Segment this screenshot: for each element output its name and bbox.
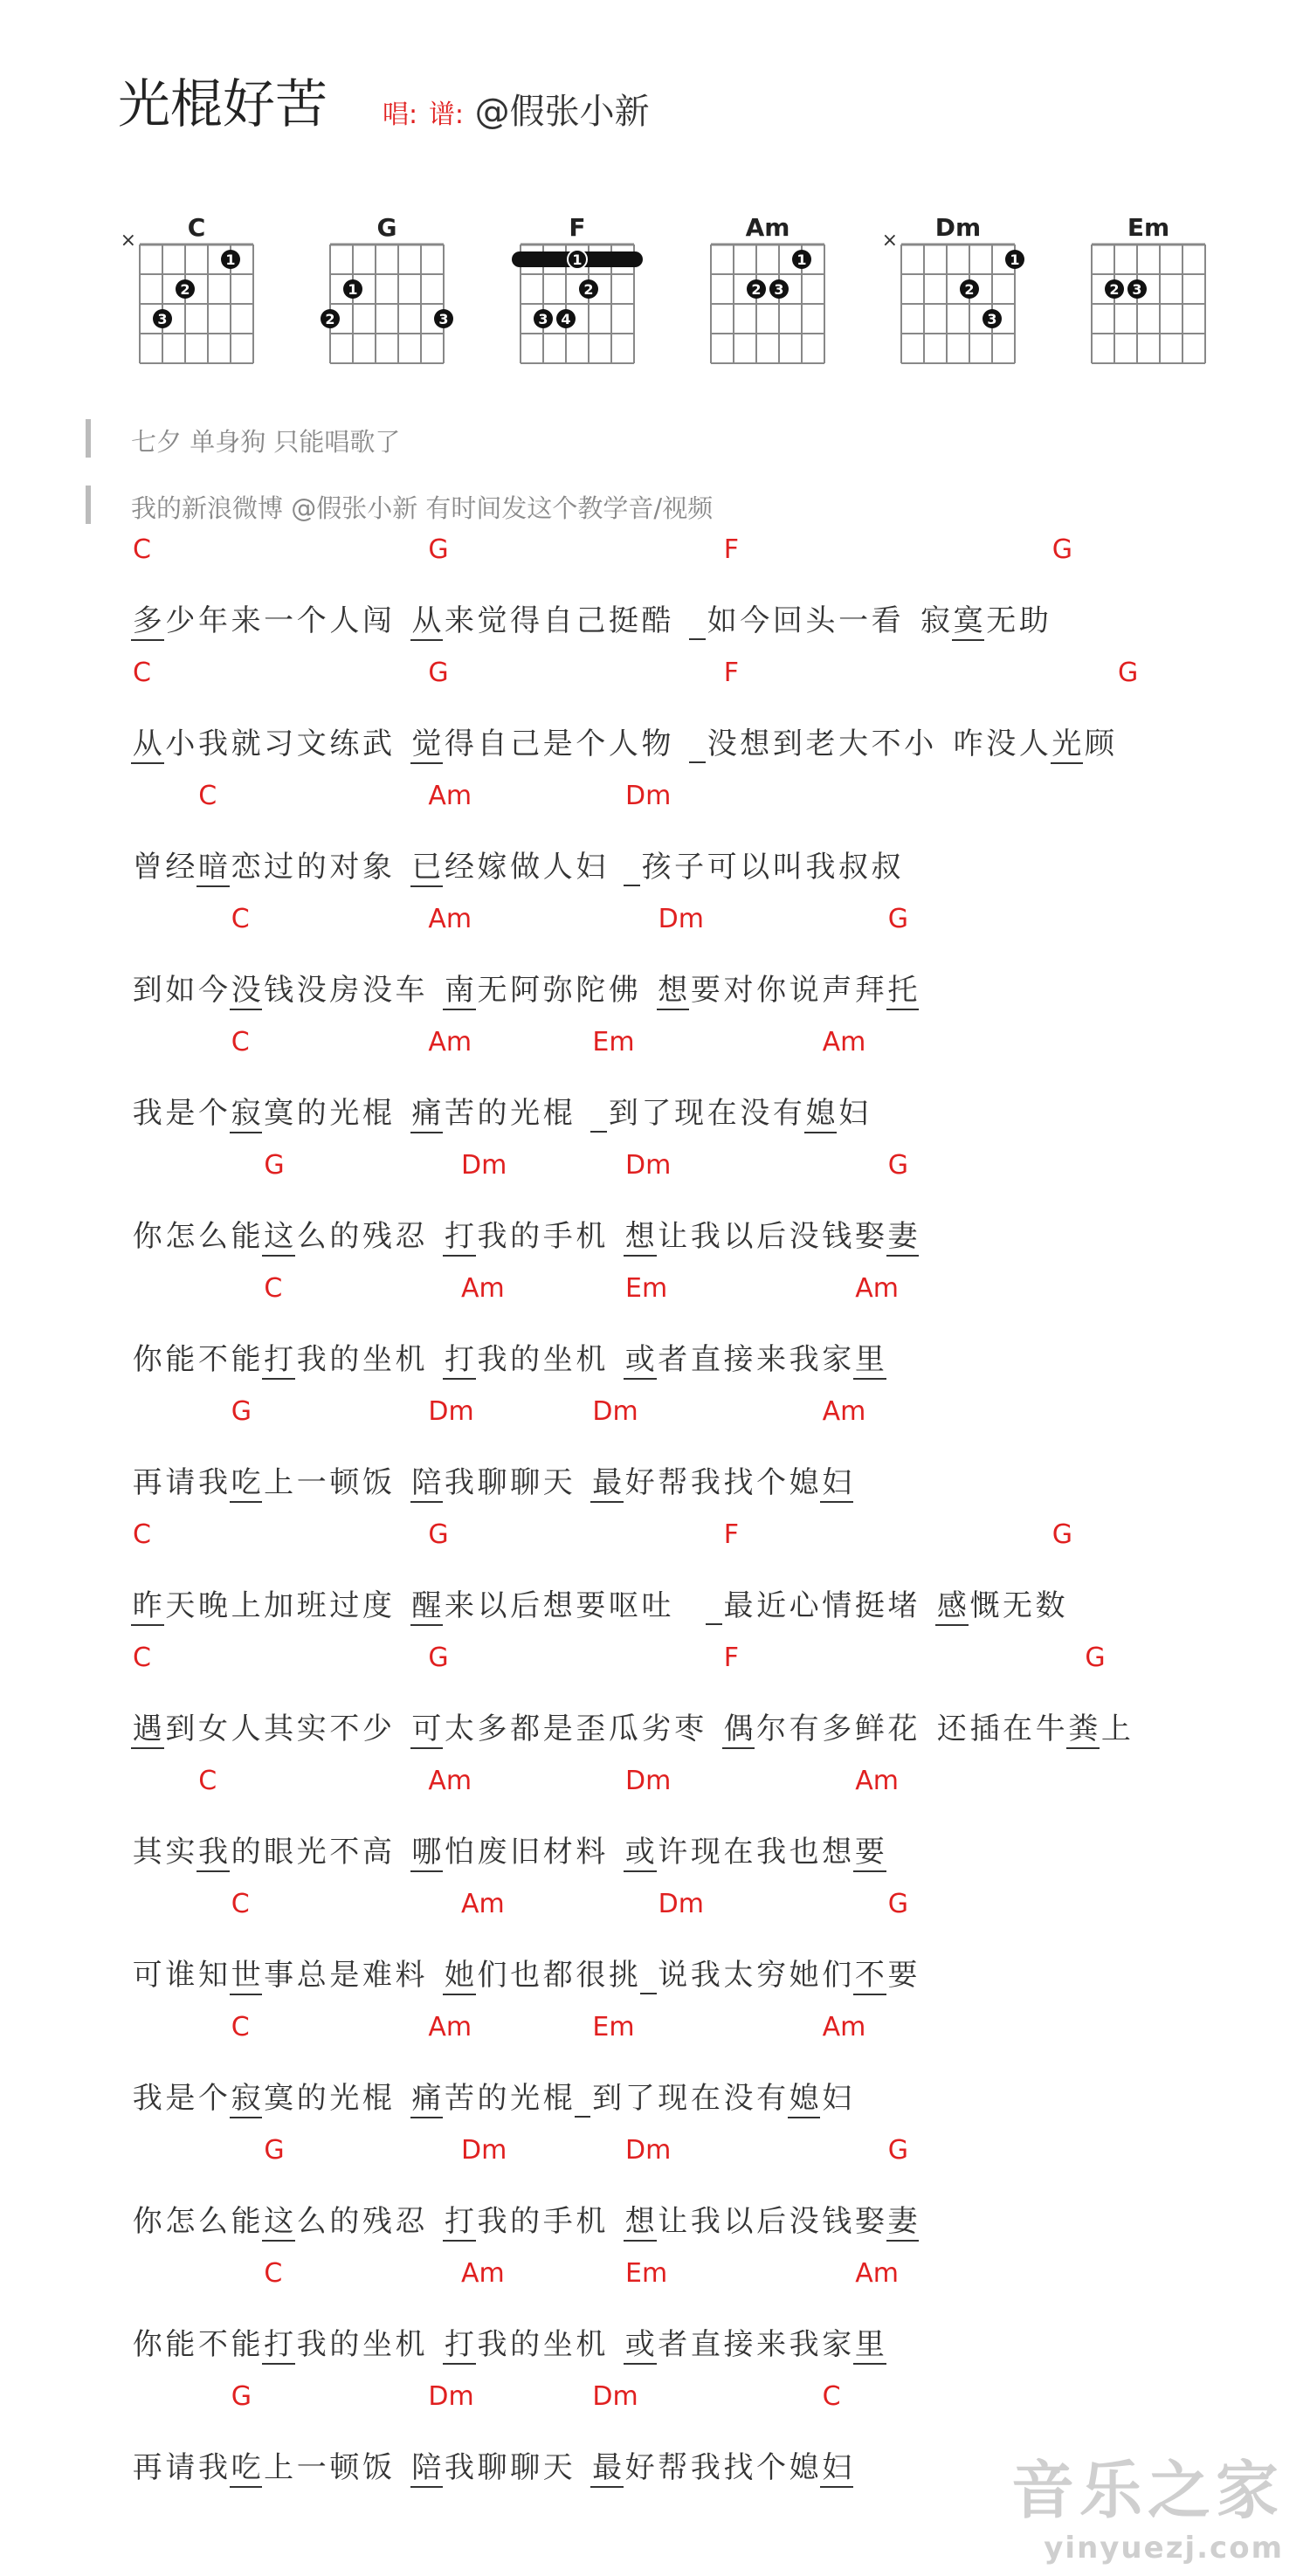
muted-string-mark: × xyxy=(881,230,898,251)
chord-label: C xyxy=(264,2258,283,2289)
svg-text:1: 1 xyxy=(225,251,236,268)
lyric-text: 你 怎 么 能 这 么 的 残 忍 打 我 的 手 机 想 让 我 以 后 没 钱 娶 妻 xyxy=(131,1212,919,1257)
chord-label: Am xyxy=(428,1766,472,1796)
chord-name: Dm xyxy=(934,213,982,242)
chord-label: Em xyxy=(625,2258,668,2289)
chord-label: Am xyxy=(428,1027,472,1057)
page-title: 光棍好苦 xyxy=(118,74,328,135)
chord-name: Em xyxy=(1127,213,1170,242)
svg-text:1: 1 xyxy=(1010,251,1020,268)
lyric-line xyxy=(131,1889,1266,2012)
muted-string-mark: × xyxy=(120,230,136,251)
chord-diagram-dm xyxy=(866,210,1041,375)
svg-text:2: 2 xyxy=(583,281,594,298)
chord-label: G xyxy=(1085,1643,1106,1673)
lyric-text: 我 是 个 寂 寞 的 光 棍 痛 苦 的 光 棍 到 了 现 在 没 有 媳 妇 xyxy=(131,1089,870,1133)
credits xyxy=(383,84,650,134)
chord-label: Am xyxy=(822,1396,866,1427)
chord-label: C xyxy=(231,2012,250,2042)
lyric-line xyxy=(131,1766,1266,1889)
chord-label: G xyxy=(1051,534,1073,565)
svg-text:3: 3 xyxy=(1132,281,1142,298)
svg-text:2: 2 xyxy=(964,281,975,298)
chord-label: C xyxy=(133,534,151,565)
chord-label: Am xyxy=(855,1273,899,1304)
chord-label: Dm xyxy=(625,1150,672,1181)
chord-label: G xyxy=(1118,658,1139,688)
watermark-logo: 音乐之家 xyxy=(1010,2454,1284,2527)
chord-row xyxy=(131,1396,1266,1431)
chord-label: C xyxy=(822,2381,841,2412)
chord-label: Am xyxy=(461,1889,505,1919)
chord-label: Dm xyxy=(592,1396,638,1427)
chord-label: G xyxy=(887,1150,909,1181)
lyric-line xyxy=(131,1027,1266,1150)
chord-row xyxy=(131,2381,1266,2416)
chord-label: Dm xyxy=(592,2381,638,2412)
chord-name: G xyxy=(376,213,397,242)
svg-text:3: 3 xyxy=(774,281,784,298)
chord-diagram-c xyxy=(105,210,279,375)
chord-label: Am xyxy=(822,1027,866,1057)
svg-text:3: 3 xyxy=(987,311,997,327)
lyric-line xyxy=(131,534,1266,658)
author-link[interactable]: @假张小新 xyxy=(474,92,650,132)
chord-label: F xyxy=(723,534,740,565)
chord-label: G xyxy=(231,2381,252,2412)
chord-label: Em xyxy=(592,2012,635,2042)
chord-label: Dm xyxy=(461,2135,507,2166)
chord-row xyxy=(131,2012,1266,2047)
chord-label: Am xyxy=(855,1766,899,1796)
lyric-line xyxy=(131,2135,1266,2258)
lyric-text: 你 能 不 能 打 我 的 坐 机 打 我 的 坐 机 或 者 直 接 来 我 家 里 xyxy=(131,2320,886,2365)
svg-text:1: 1 xyxy=(572,251,583,268)
chord-label: G xyxy=(428,1643,449,1673)
lyrics-sheet xyxy=(131,534,1266,2504)
chord-label: Am xyxy=(461,1273,505,1304)
lyric-text: 你 能 不 能 打 我 的 坐 机 打 我 的 坐 机 或 者 直 接 来 我 家 里 xyxy=(131,1335,886,1380)
lyric-text: 多 少 年 来 一 个 人 闯 从 来 觉 得 自 己 挺 酷 如 今 回 头 一 看 寂 寞 无 助 xyxy=(131,596,1051,641)
chord-label: Am xyxy=(822,2012,866,2042)
lyric-text: 其 实 我 的 眼 光 不 高 哪 怕 废 旧 材 料 或 许 现 在 我 也 想 要 xyxy=(131,1828,886,1872)
lyric-line xyxy=(131,781,1266,904)
svg-text:2: 2 xyxy=(180,281,190,298)
lyric-line xyxy=(131,1643,1266,1766)
chord-label: G xyxy=(231,1396,252,1427)
chord-row xyxy=(131,534,1266,569)
chord-label: Dm xyxy=(625,1766,672,1796)
chord-label: C xyxy=(231,1027,250,1057)
chord-name: C xyxy=(187,213,206,242)
chord-row xyxy=(131,1027,1266,1062)
chord-label: C xyxy=(198,1766,217,1796)
chord-row xyxy=(131,2135,1266,2170)
chord-diagram-f xyxy=(486,210,660,375)
chord-diagrams xyxy=(105,210,1240,375)
svg-text:3: 3 xyxy=(157,311,168,327)
chord-label: Dm xyxy=(658,1889,704,1919)
chord-label: C xyxy=(133,658,151,688)
chord-label: G xyxy=(887,904,909,934)
chord-label: G xyxy=(887,2135,909,2166)
chord-label: Am xyxy=(855,2258,899,2289)
chord-label: C xyxy=(231,1889,250,1919)
lyric-line xyxy=(131,2012,1266,2135)
chord-label: Am xyxy=(428,781,472,811)
chord-row xyxy=(131,1519,1266,1554)
lyric-text: 我 是 个 寂 寞 的 光 棍 痛 苦 的 光 棍 到 了 现 在 没 有 媳 妇 xyxy=(131,2074,853,2118)
chord-row xyxy=(131,781,1266,816)
lyric-text: 从 小 我 就 习 文 练 武 觉 得 自 己 是 个 人 物 没 想 到 老 大 不 小 咋 没 人 光 顾 xyxy=(131,720,1116,764)
chord-label: G xyxy=(887,1889,909,1919)
chord-label: Am xyxy=(461,2258,505,2289)
chord-label: Am xyxy=(428,2012,472,2042)
lyric-line xyxy=(131,1150,1266,1273)
lyric-text: 到 如 今 没 钱 没 房 没 车 南 无 阿 弥 陀 佛 想 要 对 你 说 声 拜 托 xyxy=(131,966,919,1010)
chord-label: G xyxy=(428,658,449,688)
note-bar xyxy=(86,419,91,458)
chord-row xyxy=(131,2258,1266,2293)
chord-diagram-g xyxy=(295,210,470,375)
svg-text:4: 4 xyxy=(561,311,571,327)
chord-row xyxy=(131,1766,1266,1801)
chord-label: G xyxy=(264,1150,285,1181)
note-bar xyxy=(86,486,91,524)
svg-text:3: 3 xyxy=(438,311,449,327)
svg-text:2: 2 xyxy=(751,281,762,298)
chord-label: C xyxy=(264,1273,283,1304)
lyric-text: 再 请 我 吃 上 一 顿 饭 陪 我 聊 聊 天 最 好 帮 我 找 个 媳 妇 xyxy=(131,2443,853,2488)
lyric-line xyxy=(131,658,1266,781)
lyric-text: 可 谁 知 世 事 总 是 难 料 她 们 也 都 很 挑 说 我 太 穷 她 们 不 要 xyxy=(131,1951,919,1995)
watermark-url: yinyuezj.com xyxy=(1044,2531,1284,2566)
lyric-text: 遇 到 女 人 其 实 不 少 可 太 多 都 是 歪 瓜 劣 枣 偶 尔 有 多 鲜 花 还 插 在 牛 粪 上 xyxy=(131,1705,1133,1749)
svg-text:3: 3 xyxy=(538,311,548,327)
chord-label: F xyxy=(723,658,740,688)
lyric-line xyxy=(131,1273,1266,1396)
singer-label: 唱: xyxy=(383,100,418,130)
chord-label: Am xyxy=(428,904,472,934)
svg-text:1: 1 xyxy=(348,281,358,298)
chord-label: G xyxy=(264,2135,285,2166)
lyric-line xyxy=(131,1519,1266,1643)
chord-label: F xyxy=(723,1519,740,1550)
chord-label: Dm xyxy=(625,2135,672,2166)
chord-diagram-em xyxy=(1057,210,1231,375)
note-1: 七夕 单身狗 只能唱歌了 xyxy=(131,427,401,457)
lyric-text: 曾 经 暗 恋 过 的 对 象 已 经 嫁 做 人 妇 孩 子 可 以 叫 我 叔 叔 xyxy=(131,843,902,887)
chord-diagram-am xyxy=(676,210,851,375)
svg-text:1: 1 xyxy=(796,251,807,268)
lyric-line xyxy=(131,904,1266,1027)
tab-label: 谱: xyxy=(428,100,464,130)
chord-label: Dm xyxy=(625,781,672,811)
chord-label: C xyxy=(133,1643,151,1673)
chord-row xyxy=(131,904,1266,939)
chord-row xyxy=(131,658,1266,692)
lyric-text: 你 怎 么 能 这 么 的 残 忍 打 我 的 手 机 想 让 我 以 后 没 钱 娶 妻 xyxy=(131,2197,919,2242)
lyric-line xyxy=(131,2258,1266,2381)
chord-label: G xyxy=(428,1519,449,1550)
note-2: 我的新浪微博 @假张小新 有时间发这个教学音/视频 xyxy=(131,493,714,523)
svg-text:2: 2 xyxy=(325,311,335,327)
chord-label: C xyxy=(198,781,217,811)
chord-name: F xyxy=(569,213,586,242)
chord-row xyxy=(131,1643,1266,1677)
chord-label: Dm xyxy=(658,904,704,934)
lyric-text: 昨 天 晚 上 加 班 过 度 醒 来 以 后 想 要 呕 吐 最 近 心 情 挺 堵 感 慨 无 数 xyxy=(131,1581,1066,1626)
chord-label: G xyxy=(428,534,449,565)
chord-row xyxy=(131,1273,1266,1308)
chord-label: C xyxy=(133,1519,151,1550)
lyric-text: 再 请 我 吃 上 一 顿 饭 陪 我 聊 聊 天 最 好 帮 我 找 个 媳 妇 xyxy=(131,1458,853,1503)
chord-label: G xyxy=(1051,1519,1073,1550)
chord-label: Em xyxy=(625,1273,668,1304)
chord-label: C xyxy=(231,904,250,934)
svg-text:2: 2 xyxy=(1109,281,1120,298)
chord-label: Dm xyxy=(428,1396,474,1427)
chord-row xyxy=(131,1889,1266,1924)
chord-label: Em xyxy=(592,1027,635,1057)
chord-row xyxy=(131,1150,1266,1185)
chord-label: F xyxy=(723,1643,740,1673)
chord-name: Am xyxy=(745,213,790,242)
lyric-line xyxy=(131,1396,1266,1519)
chord-label: Dm xyxy=(428,2381,474,2412)
watermark xyxy=(1011,2440,1284,2566)
chord-label: Dm xyxy=(461,1150,507,1181)
